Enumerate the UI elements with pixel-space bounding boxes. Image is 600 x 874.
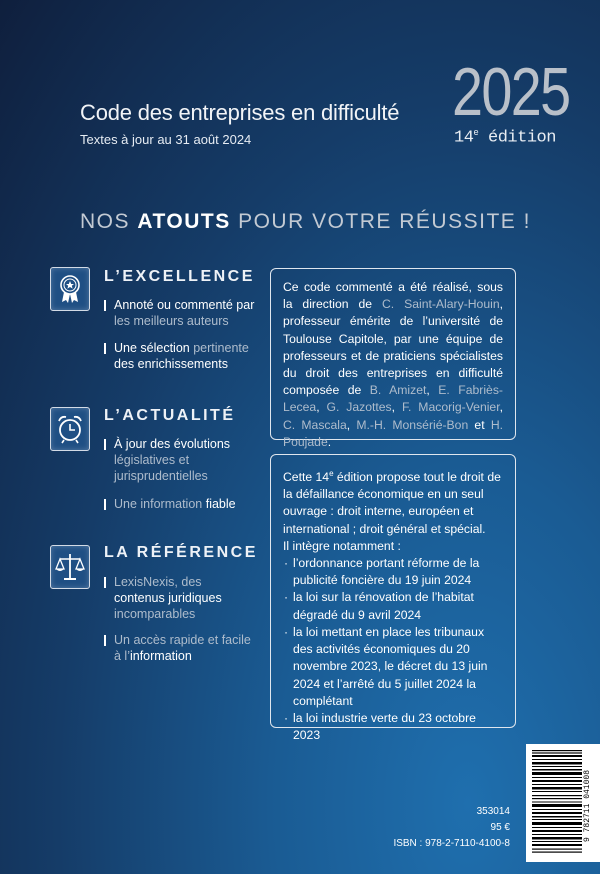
section-excellence-title: L’EXCELLENCE: [104, 268, 255, 285]
barcode: [526, 744, 600, 862]
barcode-bars: [532, 750, 582, 854]
actualite-b2-grey: Une information: [114, 497, 206, 511]
book-subtitle: Textes à jour au 31 août 2024: [80, 132, 252, 147]
barcode-digits: 9 782711 041008: [583, 770, 592, 843]
reference-bullet-2: [104, 632, 264, 664]
actualite-b1-grey: législatives et jurisprudentielles: [114, 453, 208, 483]
actualite-b1-white: À jour des évolutions: [114, 437, 231, 451]
award-medal-icon: [50, 267, 90, 311]
excellence-b1-white: Annoté ou commenté par: [114, 298, 255, 312]
list-item: · la loi sur la rénovation de l’habitat dégradé du 9 avril 2024: [283, 589, 503, 623]
edition-superscript: e: [473, 128, 479, 138]
edition-word: édition: [488, 128, 556, 148]
author-name: C. Mascala: [283, 417, 347, 432]
price: 95 €: [490, 822, 510, 833]
intro-a: Cette 14: [283, 470, 330, 485]
reference-b2-grey: Un accès rapide et facile: [114, 633, 251, 647]
slogan: [80, 210, 531, 234]
slogan-part1: NOS: [80, 210, 138, 233]
excellence-bullet-2: [104, 340, 264, 372]
director-name: C. Saint-Alary-Houin: [381, 297, 500, 312]
list-item: · l’ordonnance portant réforme de la publicité foncière du 19 juin 2024: [283, 555, 503, 589]
scales-of-justice-icon: [50, 545, 90, 589]
product-reference: 353014: [476, 806, 510, 817]
actualite-bullet-2: [104, 496, 264, 512]
section-actualite-title: L’ACTUALITÉ: [104, 407, 236, 424]
excellence-bullet-1: [104, 297, 264, 329]
isbn: ISBN : 978-2-7110-4100-8: [393, 838, 510, 849]
authors-and: et: [468, 417, 491, 432]
section-reference-title: LA RÉFÉRENCE: [104, 544, 258, 561]
edition-items-list: [283, 555, 503, 744]
reference-bullet-1: [104, 574, 264, 622]
reference-b1-white: contenus juridiques: [114, 591, 222, 605]
excellence-b2-grey: pertinente: [193, 341, 249, 355]
excellence-b1-grey: les meilleurs auteurs: [114, 314, 229, 328]
reference-b1-grey2: incomparables: [114, 607, 196, 621]
reference-b2-white: information: [129, 649, 192, 663]
edition-content-box: [270, 454, 516, 743]
list-item: · la loi mettant en place les tribunaux des activités économiques du 20 novembre 2023, le décret du 13 juin 2024 et l’arrêté du 5 juillet 2024 la complétant: [283, 624, 503, 710]
author-name: M.-H. Monsérié-Bon: [356, 417, 469, 432]
edition-label: [454, 128, 556, 148]
author-name: G. Jazottes: [326, 400, 392, 415]
excellence-b2-white2: des enrichissements: [114, 357, 228, 371]
authors-text-1: Ce code commenté a été réalisé, sous la direction de: [283, 280, 503, 312]
authors-end: .: [327, 434, 332, 449]
intro-b: édition propose tout le droit de la défaillance économique en un seul ouvrage : droit interne, européen et international ; droit général et spécial.: [283, 470, 501, 536]
book-title: Code des entreprises en difficulté: [80, 100, 400, 125]
actualite-b2-white: fiable: [205, 497, 236, 511]
edition-number: 14: [454, 128, 474, 148]
excellence-b2-white: Une sélection: [114, 341, 194, 355]
author-name: E. Fabriès-Lecea: [283, 383, 503, 415]
edition-intro: [283, 465, 503, 538]
author-name: B. Amizet: [369, 383, 427, 398]
author-name: H. Poujade: [283, 417, 503, 449]
reference-b1-grey: LexisNexis, des: [114, 575, 202, 589]
list-item: · la loi industrie verte du 23 octobre 2023: [283, 710, 503, 744]
edition-year: 2025: [452, 54, 570, 130]
author-name: F. Macorig-Venier: [401, 400, 500, 415]
authors-box: Ce code commenté a été réalisé, sous la direction de C. Saint-Alary-Houin, professeur émérite de l’université de Toulouse Capitole, par une équipe de professeurs et de praticiens spécialistes du droit des entreprises en difficulté composée de B. Amizet, E. Fabriès-Lecea, G. Jazottes, F. Macorig-Venier, C. Mascala, M.-H. Monsérié-Bon et H. Poujade.: [270, 268, 516, 440]
slogan-strong: ATOUTS: [137, 210, 231, 233]
reference-b2-grey2: à l’: [114, 649, 130, 663]
alarm-clock-icon: [50, 407, 90, 451]
slogan-part2: POUR VOTRE RÉUSSITE !: [230, 210, 531, 233]
edition-lead: Il intègre notamment :: [283, 538, 401, 553]
actualite-bullet-1: [104, 436, 264, 484]
authors-text-2: , professeur émérite de l’université de Toulouse Capitole, par une équipe de professeurs et de praticiens spécialistes du droit des entreprises en difficulté composée de: [283, 297, 503, 398]
intro-sup: e: [329, 469, 334, 478]
